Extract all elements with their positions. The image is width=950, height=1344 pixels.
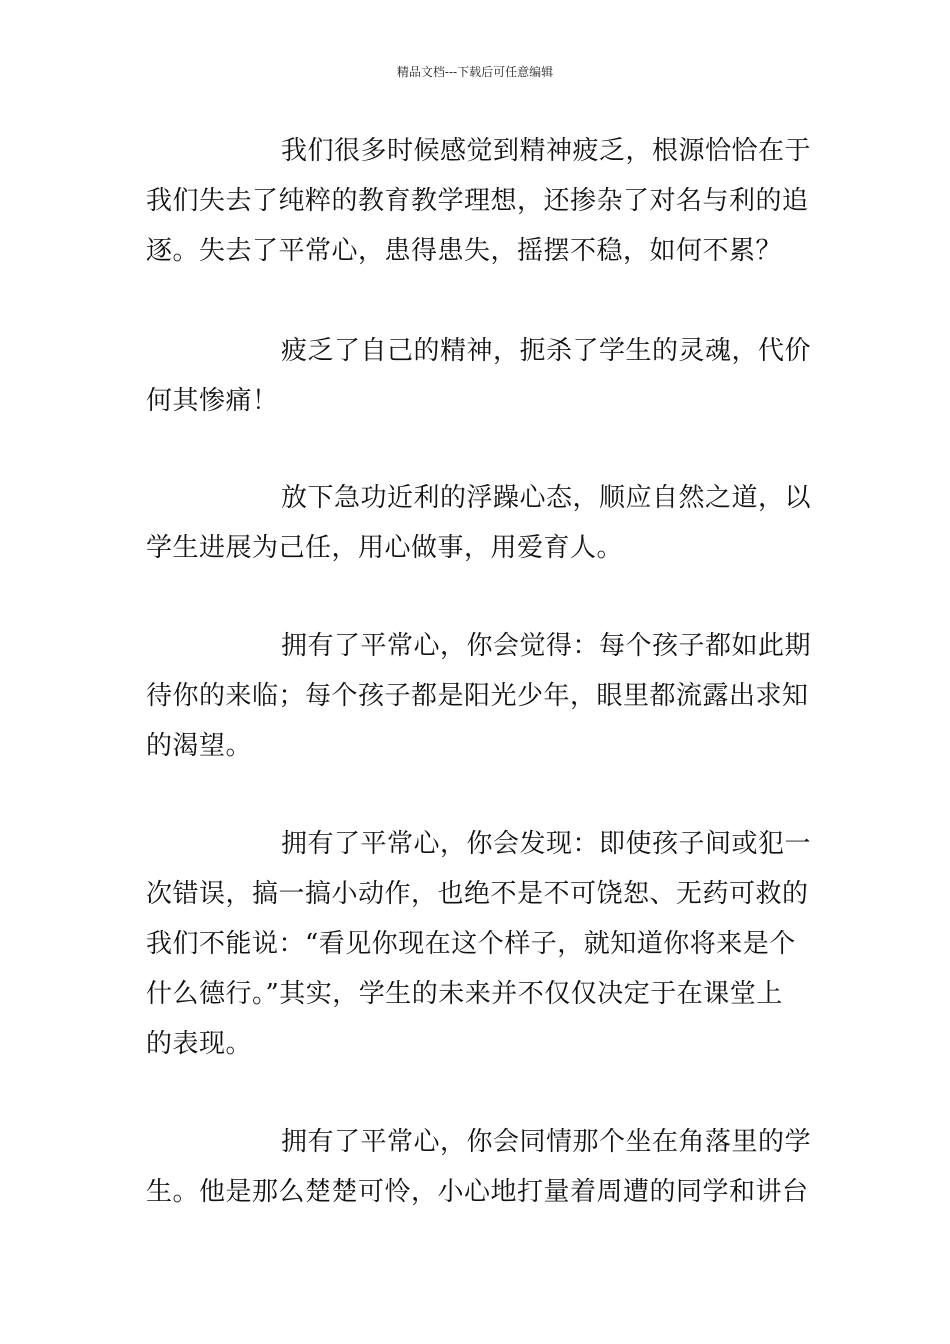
paragraph-4-line-3: 的渴望。 xyxy=(146,731,253,761)
paragraph-1-line-2: 我们失去了纯粹的教育教学理想，还掺杂了对名与利的追 xyxy=(146,186,809,216)
paragraph-3-line-1: 放下急功近利的浮躁心态，顺应自然之道，以 xyxy=(281,483,812,513)
paragraph-6-line-2: 生。他是那么楚楚可怜，小心地打量着周遭的同学和讲台 xyxy=(146,1177,809,1207)
paragraph-6-line-1: 拥有了平常心，你会同情那个坐在角落里的学 xyxy=(281,1127,812,1157)
paragraph-2-line-1: 疲乏了自己的精神，扼杀了学生的灵魂，代价 xyxy=(281,336,812,366)
paragraph-5-line-1: 拥有了平常心，你会发现：即使孩子间或犯一 xyxy=(281,829,812,859)
paragraph-5-line-3: 我们不能说：“看见你现在这个样子，就知道你将来是个 xyxy=(146,929,796,959)
paragraph-5-line-5: 的表现。 xyxy=(146,1029,253,1059)
page-header: 精品文档---下载后可任意编辑 xyxy=(396,65,554,79)
paragraph-1-line-3: 逐。失去了平常心，患得患失，摇摆不稳，如何不累？ xyxy=(146,236,783,266)
paragraph-4-line-2: 待你的来临；每个孩子都是阳光少年，眼里都流露出求知 xyxy=(146,681,809,711)
paragraph-3-line-2: 学生进展为己任，用心做事，用爱育人。 xyxy=(146,533,624,563)
paragraph-1-line-1: 我们很多时候感觉到精神疲乏，根源恰恰在于 xyxy=(281,136,812,166)
paragraph-4-line-1: 拥有了平常心，你会觉得：每个孩子都如此期 xyxy=(281,631,812,661)
paragraph-5-line-2: 次错误，搞一搞小动作，也绝不是不可饶恕、无药可救的 xyxy=(146,879,809,909)
paragraph-2-line-2: 何其惨痛！ xyxy=(146,386,279,416)
paragraph-5-line-4: 什么德行。”其实，学生的未来并不仅仅决定于在课堂上 xyxy=(146,979,783,1009)
